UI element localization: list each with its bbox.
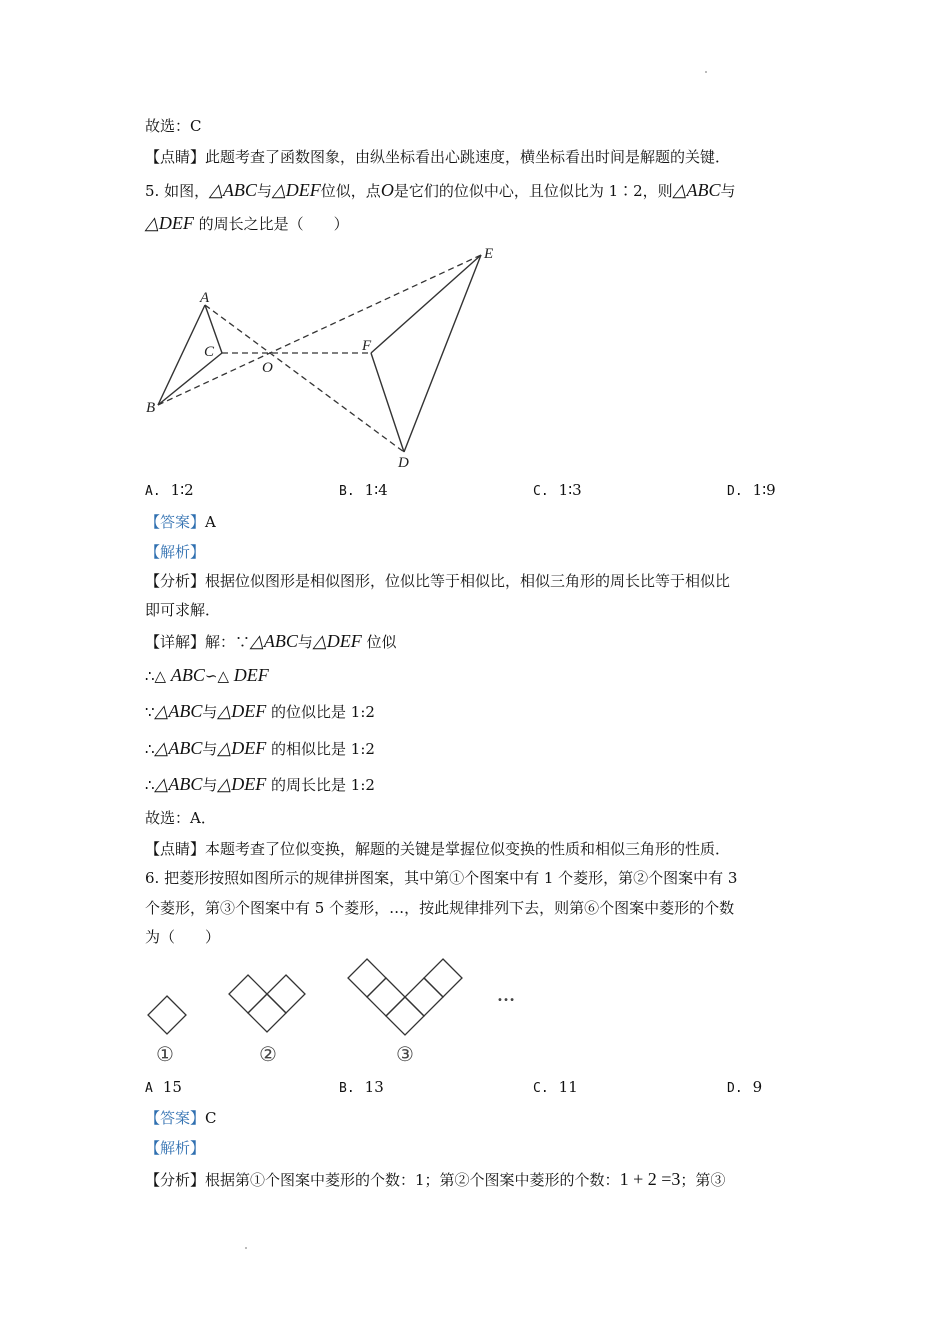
q5-dianjing: 【点睛】本题考查了位似变换，解题的关键是掌握位似变换的性质和相似三角形的性质．: [145, 840, 731, 858]
q6-analysis-tag: 【解析】: [145, 1139, 206, 1157]
label-b: B: [146, 400, 156, 416]
rhombus: [386, 997, 424, 1035]
rhombus: [367, 978, 405, 1016]
q6-line1: 6. 把菱形按照如图所示的规律拼图案，其中第①个图案中有 1 个菱形，第②个图案中有 3: [145, 869, 738, 887]
rhombus: [229, 975, 267, 1013]
rhombus: [424, 959, 462, 997]
label-c: C: [204, 344, 215, 360]
pattern-label-3: ③: [396, 1044, 414, 1066]
rhombus: [405, 978, 443, 1016]
dash-ad: [205, 305, 404, 452]
figure-rhombus-patterns: [140, 955, 540, 1070]
label-d: D: [398, 455, 409, 471]
pattern-label-2: ②: [259, 1044, 277, 1066]
rhombus: [267, 975, 305, 1013]
q5-guxuan: 故选：A．: [145, 809, 216, 827]
label-o: O: [262, 360, 273, 376]
q5-option-b[interactable]: B. 1∶4: [339, 481, 388, 499]
q5-line2: △DEF 的周长之比是（ ）: [145, 213, 349, 233]
line-guxuan-c: 故选：C: [145, 117, 202, 135]
q5-line1: 5. 如图，△ABC与△DEF位似，点O是它们的位似中心，且位似比为 1∶2，则△ABC与: [145, 180, 736, 200]
side-ab: [158, 305, 205, 405]
q5-option-c[interactable]: C. 1∶3: [533, 481, 582, 499]
label-e: E: [484, 246, 494, 262]
label-f: F: [362, 338, 372, 354]
q5-analysis-tag: 【解析】: [145, 543, 206, 561]
side-ed: [404, 255, 481, 452]
page-artifact-dot: [705, 71, 707, 73]
q5-fenxi-line2: 即可求解．: [145, 601, 221, 619]
q6-option-c[interactable]: C. 11: [533, 1078, 578, 1096]
side-fd: [371, 353, 404, 452]
rhombus: [248, 994, 286, 1032]
q6-fenxi-line: 【分析】根据第①个图案中菱形的个数：1；第②个图案中菱形的个数：1 + 2 =3；第③: [145, 1169, 726, 1189]
q5-step1: ∴△ ABC∽△ DEF: [145, 665, 269, 685]
q6-line2: 个菱形，第③个图案中有 5 个菱形，…，按此规律排列下去，则第⑥个图案中菱形的个数: [145, 899, 735, 917]
q5-step2: ∵△ABC与△DEF 的位似比是 1:2: [145, 701, 375, 721]
label-a: A: [200, 290, 210, 306]
q5-detail-line: 【详解】解：∵△ABC与△DEF 位似: [145, 631, 397, 651]
q5-fenxi-line1: 【分析】根据位似图形是相似图形，位似比等于相似比，相似三角形的周长比等于相似比: [145, 572, 731, 590]
side-ef: [371, 255, 481, 353]
figure-homothety: [140, 240, 660, 480]
q5-step3: ∴△ABC与△DEF 的相似比是 1:2: [145, 738, 375, 758]
dash-be: [158, 255, 481, 405]
rhombus: [148, 996, 186, 1034]
q5-option-a[interactable]: A. 1∶2: [145, 481, 194, 499]
q6-option-a[interactable]: A 15: [145, 1078, 182, 1096]
q6-line3: 为（ ）: [145, 928, 221, 946]
q6-option-d[interactable]: D. 9: [727, 1078, 763, 1096]
line-dianjing-4: 【点睛】此题考查了函数图象，由纵坐标看出心跳速度，横坐标看出时间是解题的关键．: [145, 148, 731, 166]
q6-option-b[interactable]: B. 13: [339, 1078, 384, 1096]
q5-option-d[interactable]: D. 1∶9: [727, 481, 776, 499]
q5-step4: ∴△ABC与△DEF 的周长比是 1:2: [145, 774, 375, 794]
rhombus: [348, 959, 386, 997]
page-artifact-dot: [245, 1247, 247, 1249]
side-cb: [158, 353, 222, 405]
ellipsis: …: [497, 985, 515, 1005]
q5-answer: 【答案】A: [145, 513, 216, 531]
pattern-label-1: ①: [156, 1044, 174, 1066]
q6-answer: 【答案】C: [145, 1109, 217, 1127]
